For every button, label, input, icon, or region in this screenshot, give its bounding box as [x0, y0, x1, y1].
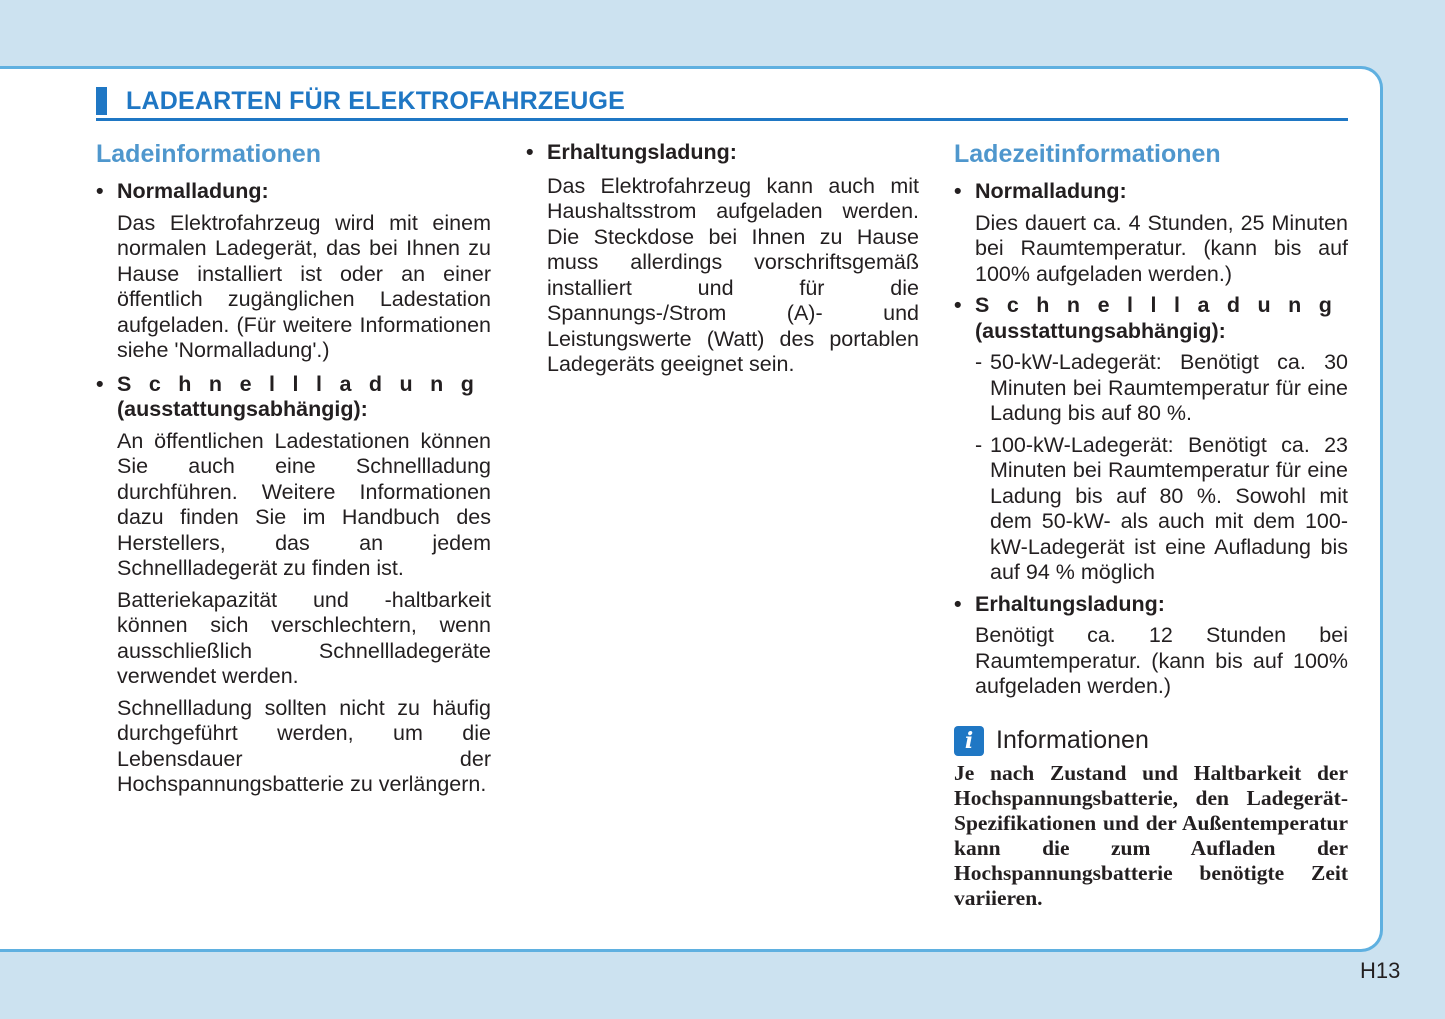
normalladung-zeit-label: Normalladung: — [975, 179, 1127, 203]
bullet-normalladung — [96, 179, 491, 205]
section-title-bar — [96, 86, 1348, 121]
schnellladung-zeit-label: Schnellladung — [975, 293, 1350, 317]
dash-item-100kw — [954, 433, 1348, 586]
info-icon: i — [954, 726, 984, 756]
heading-ladezeitinformationen: Ladezeitinformationen — [954, 140, 1221, 168]
bullet-icon: • — [954, 293, 962, 317]
info-box-header — [954, 725, 1348, 757]
schnellladung-text-1: An öffentlichen Ladestationen können Sie auch eine Schnellladung durchführen. Weitere Informationen dazu finden Sie im Handbuch des Herstellers, das an jedem Schnellladegerät zu finden ist. — [117, 428, 491, 580]
schnellladung-zeit-sublabel: (ausstattungsabhängig): — [975, 318, 1226, 343]
page-number: H13 — [1360, 958, 1401, 983]
section-title: LADEARTEN FÜR ELEKTROFAHRZEUGE — [126, 87, 626, 115]
erhaltungsladung-zeit-text: Benötigt ca. 12 Stunden bei Raumtemperatur. (kann bis auf 100% aufgeladen werden.) — [975, 623, 1348, 698]
schnellladung-sublabel: (ausstattungsabhängig): — [117, 397, 368, 421]
bullet-icon: • — [96, 179, 104, 203]
info-title: Informationen — [996, 725, 1149, 754]
bullet-erhaltungsladung — [526, 140, 919, 166]
dash-item-50kw — [954, 350, 1348, 427]
erhaltungsladung-label: Erhaltungsladung: — [547, 140, 737, 164]
bullet-icon: • — [954, 591, 962, 616]
column-erhaltungsladung — [526, 140, 919, 384]
bullet-icon: • — [96, 371, 104, 396]
normalladung-text: Das Elektrofahrzeug wird mit einem normalen Ladegerät, das bei Ihnen zu Hause installiert ist oder an einer öffentlich zugänglichen Ladestation aufgeladen. (Für weitere Informationen siehe 'Normalladung'.) — [117, 210, 491, 362]
bullet-erhaltungsladung-zeit — [954, 592, 1348, 618]
item-100kw-text: 100-kW-Ladegerät: Benötigt ca. 23 Minuten bei Raumtemperatur für eine Ladung bis auf 80 %. Sowohl mit dem 50-kW- als auch mit dem 100-kW-Ladegerät ist eine Aufladung bis auf 94 % möglich — [990, 432, 1348, 584]
column-ladeinformationen — [96, 138, 491, 804]
item-50kw-text: 50-kW-Ladegerät: Benötigt ca. 30 Minuten bei Raumtemperatur für eine Ladung bis auf 80 %. — [990, 350, 1348, 425]
erhaltungsladung-text: Das Elektrofahrzeug kann auch mit Haushaltsstrom aufgeladen werden. Die Steckdose bei Ihnen zu Hause muss allerdings vorschriftsgemäß installiert und für die Spannungs-/Strom (A)- und Leistungswerte (Watt) des portablen Ladegeräts geeignet sein. — [547, 173, 919, 376]
dash-icon: - — [975, 432, 983, 457]
bullet-schnellladung — [96, 372, 491, 423]
normalladung-zeit-text: Dies dauert ca. 4 Stunden, 25 Minuten bei Raumtemperatur. (kann bis auf 100% aufgeladen werden.) — [975, 210, 1348, 286]
title-marker — [96, 87, 107, 115]
schnellladung-text-3: Schnellladung sollten nicht zu häufig durchgeführt werden, um die Lebensdauer der Hochspannungsbatterie zu verlängern. — [117, 695, 491, 796]
schnellladung-text-2: Batteriekapazität und -haltbarkeit können sich verschlechtern, wenn ausschließlich Schnellladegeräte verwendet werden. — [117, 587, 491, 688]
info-text: Je nach Zustand und Haltbarkeit der Hochspannungsbatterie, den Ladegerät-Spezifikationen und der Außentemperatur kann die zum Aufladen der Hochspannungsbatterie benötigte Zeit variieren. — [954, 760, 1348, 910]
erhaltungsladung-zeit-label: Erhaltungsladung: — [975, 591, 1165, 616]
schnellladung-label: Schnellladung — [117, 371, 492, 396]
heading-ladeinformationen: Ladeinformationen — [96, 140, 322, 168]
bullet-icon: • — [526, 140, 534, 164]
bullet-schnellladung-zeit — [954, 293, 1348, 344]
bullet-icon: • — [954, 179, 962, 203]
normalladung-label: Normalladung: — [117, 179, 269, 203]
dash-icon: - — [975, 350, 983, 374]
bullet-normalladung-zeit — [954, 179, 1348, 205]
column-ladezeitinformationen — [954, 138, 1348, 911]
